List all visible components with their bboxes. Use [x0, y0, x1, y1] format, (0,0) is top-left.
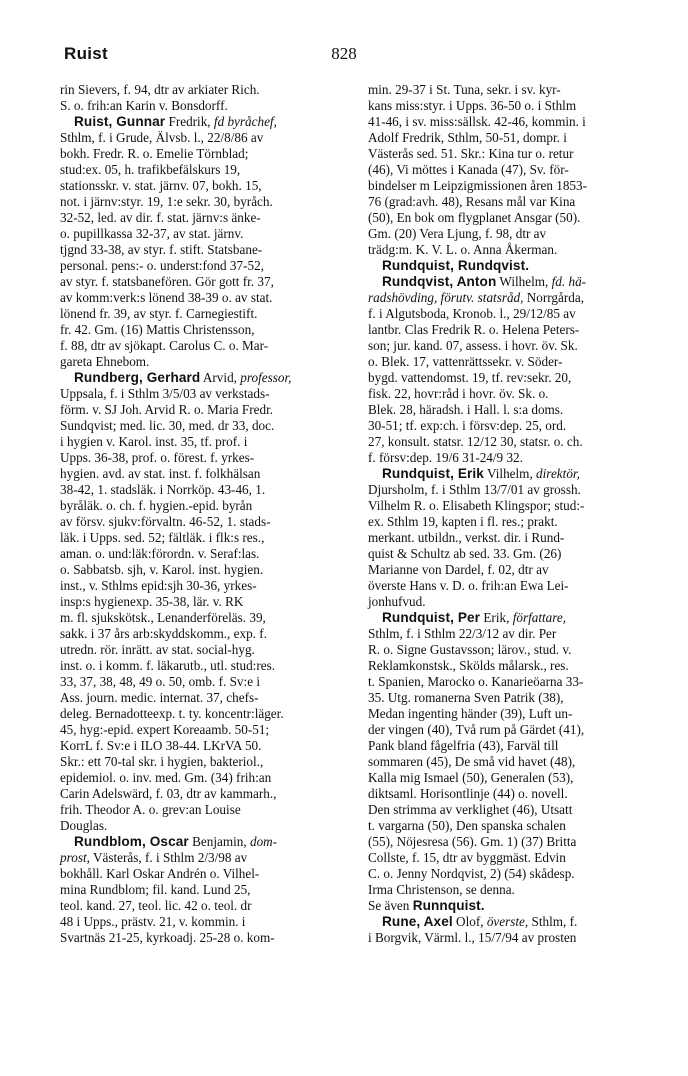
entry-text: der vingen (40), Två rum på Gärdet (41),	[368, 722, 585, 737]
entry-text: Ass. journ. medic. internat. 37, chefs-	[60, 690, 259, 705]
text-line	[368, 658, 668, 674]
entry-title: överste,	[486, 914, 529, 929]
text-line	[368, 306, 668, 322]
text-line	[60, 770, 360, 786]
text-line	[368, 418, 668, 434]
text-line	[60, 418, 360, 434]
entry-text: Fredrik,	[165, 114, 214, 129]
text-line	[60, 402, 360, 418]
text-line	[60, 610, 360, 626]
entry-headword: Rundquist, Erik	[382, 466, 484, 481]
entry-text: lantbr. Clas Fredrik R. o. Helena Peters-	[368, 322, 580, 337]
text-line	[60, 98, 360, 114]
entry-headword: Runnquist.	[412, 898, 485, 913]
text-line	[60, 658, 360, 674]
entry-text: lönend fr. 39, av styr. f. Carnegiestift.	[60, 306, 258, 321]
entry-text: bokh. Fredr. R. o. Emelie Törnblad;	[60, 146, 249, 161]
entry-text: Marianne von Dardel, f. 02, dtr av	[368, 562, 549, 577]
text-line	[60, 866, 360, 882]
entry-text: sommaren (45), De små vid havet (48),	[368, 754, 576, 769]
entry-headword: Ruist, Gunnar	[74, 114, 166, 129]
text-line	[60, 82, 360, 98]
text-line	[60, 226, 360, 242]
entry-text: bindelser m Leipzigmissionen åren 1853-	[368, 178, 588, 193]
text-line	[368, 338, 668, 354]
entry-text: överste Hans v. D. o. frih:an Ewa Lei-	[368, 578, 569, 593]
text-line	[368, 706, 668, 722]
entry-text: m. fl. sjukskötsk., Lenanderföreläs. 39,	[60, 610, 266, 625]
text-line	[60, 274, 360, 290]
text-line	[60, 370, 360, 386]
text-line	[368, 786, 668, 802]
text-line	[368, 738, 668, 754]
text-line	[60, 626, 360, 642]
text-line	[368, 354, 668, 370]
entry-text: av komm:verk:s lönend 38-39 o. av stat.	[60, 290, 273, 305]
text-line	[60, 786, 360, 802]
entry-text: 33, 37, 38, 48, 49 o. 50, omb. f. Sv:e i	[60, 674, 261, 689]
text-line	[368, 674, 668, 690]
entry-headword: Rune, Axel	[382, 914, 453, 929]
entry-text: Sthlm, f.	[528, 914, 578, 929]
entry-title: professor,	[240, 370, 292, 385]
entry-headword: Rundqvist, Anton	[382, 274, 497, 289]
text-line	[60, 306, 360, 322]
text-line	[368, 610, 668, 626]
text-line	[60, 882, 360, 898]
text-line	[60, 210, 360, 226]
entry-text: Adolf Fredrik, Sthlm, 50-51, dompr. i	[368, 130, 567, 145]
text-line	[368, 290, 668, 306]
text-line	[368, 802, 668, 818]
right-column	[368, 82, 668, 946]
text-line	[60, 898, 360, 914]
entry-text: Vilhelm R. o. Elisabeth Klingspor; stud:-	[368, 498, 585, 513]
text-line	[60, 450, 360, 466]
running-head: Ruist	[64, 44, 108, 63]
entry-text: son; jur. kand. 07, assess. i hovr. öv. Sk.	[368, 338, 578, 353]
entry-text: trädg:m. K. V. L. o. Anna Åkerman.	[368, 242, 558, 257]
text-line	[60, 194, 360, 210]
text-line	[368, 274, 668, 290]
entry-text: Medan ingenting händer (39), Luft un-	[368, 706, 573, 721]
text-line	[368, 530, 668, 546]
entry-text: tjgnd 33-38, av styr. f. stift. Statsbane-	[60, 242, 263, 257]
text-line	[60, 498, 360, 514]
text-line	[368, 754, 668, 770]
entry-title: dom-	[249, 834, 278, 849]
entry-text: 35. Utg. romanerna Sven Patrik (38),	[368, 690, 564, 705]
entry-text: fisk. 22, hovr:råd i hovr. öv. Sk. o.	[368, 386, 549, 401]
entry-text: insp:s hygienexp. 35-38, lär. v. RK	[60, 594, 244, 609]
entry-headword: Rundquist, Per	[382, 610, 481, 625]
entry-text: Sthlm, f. i Grude, Älvsb. l., 22/8/86 av	[60, 130, 264, 145]
entry-text: stationsskr. v. stat. järnv. 07, bokh. 15,	[60, 178, 262, 193]
text-line	[368, 146, 668, 162]
entry-text: Erik,	[480, 610, 513, 625]
entry-text: i Borgvik, Värml. l., 15/7/94 av prosten	[368, 930, 577, 945]
entry-title: prost,	[60, 850, 90, 865]
entry-text: (46), Vi möttes i Kanada (47), Sv. för-	[368, 162, 569, 177]
entry-text: R. o. Signe Gustavsson; lärov., stud. v.	[368, 642, 572, 657]
entry-text: f. försv:dep. 19/6 31-24/9 32.	[368, 450, 523, 465]
text-line	[60, 578, 360, 594]
text-line	[368, 722, 668, 738]
text-line	[368, 690, 668, 706]
text-line	[368, 242, 668, 258]
entry-text: merkant. utbildn., verkst. dir. i Rund-	[368, 530, 565, 545]
entry-title: fd. hä-	[551, 274, 587, 289]
text-line	[60, 818, 360, 834]
text-line	[368, 386, 668, 402]
entry-text: Norrgårda,	[523, 290, 584, 305]
text-line	[368, 322, 668, 338]
left-column	[60, 82, 360, 946]
entry-text: f. 88, dtr av sjökapt. Carolus C. o. Mar-	[60, 338, 269, 353]
text-line	[368, 898, 668, 914]
entry-text: Den strimma av verklighet (46), Utsatt	[368, 802, 573, 817]
entry-text: Kalla mig Ismael (50), Generalen (53),	[368, 770, 574, 785]
entry-text: S. o. frih:an Karin v. Bonsdorff.	[60, 98, 228, 113]
entry-text: hygien. avd. av stat. inst. f. folkhälsan	[60, 466, 261, 481]
entry-text: o. Sabbatsb. sjh, v. Karol. inst. hygien.	[60, 562, 264, 577]
entry-text: jonhufvud.	[368, 594, 426, 609]
entry-text: i hygien v. Karol. inst. 35, tf. prof. i	[60, 434, 248, 449]
text-line	[60, 850, 360, 866]
text-line	[368, 850, 668, 866]
entry-text: C. o. Jenny Nordqvist, 2) (54) skådesp.	[368, 866, 575, 881]
text-line	[368, 114, 668, 130]
text-line	[368, 482, 668, 498]
entry-text: av styr. f. statsbanefören. Gör gott fr. 37,	[60, 274, 274, 289]
text-line	[368, 514, 668, 530]
text-line	[60, 514, 360, 530]
text-line	[368, 194, 668, 210]
entry-text: KorrL f. Sv:e i ILO 38-44. LKrVA 50.	[60, 738, 262, 753]
text-line	[60, 562, 360, 578]
entry-text: Djursholm, f. i Sthlm 13/7/01 av grossh.	[368, 482, 581, 497]
text-line	[368, 210, 668, 226]
entry-text: Vilhelm,	[483, 466, 537, 481]
entry-headword: Rundberg, Gerhard	[74, 370, 201, 385]
entry-text: Collste, f. 15, dtr av byggmäst. Edvin	[368, 850, 566, 865]
entry-text: f. i Algutsboda, Kronob. l., 29/12/85 av	[368, 306, 576, 321]
entry-text: Västerås, f. i Sthlm 2/3/98 av	[89, 850, 248, 865]
text-line	[368, 834, 668, 850]
entry-text: Arvid,	[200, 370, 241, 385]
entry-text: Olof,	[452, 914, 487, 929]
entry-text: Sundqvist; med. lic. 30, med. dr 33, doc.	[60, 418, 275, 433]
text-line	[60, 546, 360, 562]
text-line	[60, 386, 360, 402]
entry-text: fr. 42. Gm. (16) Mattis Christensson,	[60, 322, 255, 337]
entry-text: not. i järnv:styr. 19, 1:e sekr. 30, byråch.	[60, 194, 273, 209]
text-line	[368, 466, 668, 482]
text-line	[60, 930, 360, 946]
text-line	[60, 466, 360, 482]
text-line	[368, 434, 668, 450]
text-line	[368, 98, 668, 114]
text-line	[60, 178, 360, 194]
entry-text: 41-46, i sv. miss:sällsk. 42-46, kommin. i	[368, 114, 586, 129]
entry-text: Carin Adelswärd, f. 03, dtr av kammarh.,	[60, 786, 277, 801]
text-line	[60, 242, 360, 258]
text-line	[60, 530, 360, 546]
text-line	[368, 498, 668, 514]
text-line	[368, 178, 668, 194]
entry-text: Pank bland fågelfria (43), Farväl till	[368, 738, 559, 753]
entry-text: inst. o. i komm. f. läkarutb., utl. stud:res.	[60, 658, 276, 673]
text-line	[60, 482, 360, 498]
entry-text: kans miss:styr. i Upps. 36-50 o. i Sthlm	[368, 98, 577, 113]
entry-text: bokhåll. Karl Oskar Andrén o. Vilhel-	[60, 866, 260, 881]
text-line	[368, 882, 668, 898]
text-line	[368, 546, 668, 562]
entry-text: mina Rundblom; fil. kand. Lund 25,	[60, 882, 251, 897]
text-line	[60, 114, 360, 130]
page-number: 828	[331, 44, 357, 63]
entry-text: Douglas.	[60, 818, 108, 833]
text-line	[60, 642, 360, 658]
entry-text: Västerås sed. 51. Skr.: Kina tur o. retur	[368, 146, 574, 161]
entry-text: Uppsala, f. i Sthlm 3/5/03 av verkstads-	[60, 386, 270, 401]
text-line	[60, 722, 360, 738]
entry-text: 48 i Upps., prästv. 21, v. kommin. i	[60, 914, 246, 929]
entry-text: Sthlm, f. i Sthlm 22/3/12 av dir. Per	[368, 626, 557, 641]
entry-text: quist & Schultz ab sed. 33. Gm. (26)	[368, 546, 562, 561]
text-line	[368, 258, 668, 274]
text-line	[368, 866, 668, 882]
entry-text: aman. o. und:läk:förordn. v. Seraf:las.	[60, 546, 260, 561]
entry-text: Reklamkonstsk., Skölds målarsk., res.	[368, 658, 569, 673]
entry-text: stud:ex. 05, h. trafikbefälskurs 19,	[60, 162, 241, 177]
entry-text: Wilhelm,	[496, 274, 552, 289]
entry-text: sakk. i 37 års arb:skyddskomm., exp. f.	[60, 626, 267, 641]
entry-text: Gm. (20) Vera Ljung, f. 98, dtr av	[368, 226, 547, 241]
text-line	[368, 642, 668, 658]
text-line	[368, 130, 668, 146]
page-header	[0, 44, 688, 68]
text-line	[60, 338, 360, 354]
entry-text: deleg. Bernadotteexp. t. ty. koncentr:läger.	[60, 706, 284, 721]
text-line	[60, 322, 360, 338]
entry-title: direktör,	[536, 466, 580, 481]
entry-text: 30-51; tf. exp:ch. i försv:dep. 25, ord.	[368, 418, 567, 433]
entry-text: Irma Christenson, se denna.	[368, 882, 515, 897]
entry-text: läk. i Upps. sed. 52; fältläk. i flk:s res.,	[60, 530, 265, 545]
entry-headword: Rundblom, Oscar	[74, 834, 189, 849]
text-line	[60, 594, 360, 610]
entry-text: epidemiol. o. inv. med. Gm. (34) frih:an	[60, 770, 272, 785]
text-line	[60, 738, 360, 754]
entry-text: inst., v. Sthlms epid:sjh 30-36, yrkes-	[60, 578, 257, 593]
text-line	[60, 690, 360, 706]
entry-text: o. Blek. 17, vattenrättssekr. v. Söder-	[368, 354, 563, 369]
text-line	[60, 754, 360, 770]
text-line	[60, 162, 360, 178]
entry-text: gareta Ehnebom.	[60, 354, 150, 369]
text-line	[368, 162, 668, 178]
text-line	[368, 226, 668, 242]
entry-text: av försv. sjukv:förvaltn. 46-52, 1. stads-	[60, 514, 271, 529]
text-line	[368, 818, 668, 834]
text-line	[60, 146, 360, 162]
text-line	[368, 594, 668, 610]
text-line	[60, 706, 360, 722]
text-line	[60, 258, 360, 274]
text-line	[368, 370, 668, 386]
entry-text: 27, konsult. statsr. 12/12 30, statsr. o. ch.	[368, 434, 583, 449]
text-line	[368, 914, 668, 930]
entry-text: Benjamin,	[188, 834, 250, 849]
text-line	[368, 82, 668, 98]
text-line	[60, 914, 360, 930]
entry-text: Se även	[368, 898, 413, 913]
entry-text: Blek. 28, häradsh. i Hall. l. s:a doms.	[368, 402, 564, 417]
entry-text: diktsaml. Horisontlinje (44) o. novell.	[368, 786, 568, 801]
entry-headword: Rundquist, Rundqvist.	[382, 258, 530, 273]
text-line	[60, 290, 360, 306]
entry-text: förm. v. SJ Joh. Arvid R. o. Maria Fredr.	[60, 402, 274, 417]
entry-text: t. Spanien, Marocko o. Kanarieöarna 33-	[368, 674, 584, 689]
entry-text: personal. pens:- o. underst:fond 37-52,	[60, 258, 265, 273]
text-line	[368, 562, 668, 578]
entry-text: 32-52, led. av dir. f. stat. järnv:s änke-	[60, 210, 261, 225]
entry-text: bygd. vattendomst. 19, tf. rev:sekr. 20,	[368, 370, 572, 385]
text-line	[60, 434, 360, 450]
entry-text: rin Sievers, f. 94, dtr av arkiater Rich.	[60, 82, 260, 97]
entry-text: Upps. 36-38, prof. o. förest. f. yrkes-	[60, 450, 255, 465]
entry-text: min. 29-37 i St. Tuna, sekr. i sv. kyr-	[368, 82, 561, 97]
text-line	[60, 354, 360, 370]
entry-text: 45, hyg:-epid. expert Koreaamb. 50-51;	[60, 722, 270, 737]
entry-title: radshövding, förutv. statsråd,	[368, 290, 524, 305]
entry-title: fd byråchef,	[213, 114, 277, 129]
entry-text: Skr.: ett 70-tal skr. i hygien, bakteriol.,	[60, 754, 264, 769]
entry-text: o. pupillkassa 32-37, av stat. järnv.	[60, 226, 244, 241]
text-line	[368, 930, 668, 946]
entry-text: teol. kand. 27, teol. lic. 42 o. teol. dr	[60, 898, 252, 913]
text-line	[368, 450, 668, 466]
text-line	[60, 802, 360, 818]
entry-text: utredn. rör. inrätt. av stat. social-hyg.	[60, 642, 255, 657]
entry-text: t. vargarna (50), Den spanska schalen	[368, 818, 566, 833]
entry-text: (50), En bok om flygplanet Ansgar (50).	[368, 210, 581, 225]
entry-text: ex. Sthlm 19, kapten i fl. res.; prakt.	[368, 514, 558, 529]
text-line	[60, 130, 360, 146]
text-line	[368, 626, 668, 642]
text-line	[368, 578, 668, 594]
entry-text: 38-42, 1. stadsläk. i Norrköp. 43-46, 1.	[60, 482, 266, 497]
text-line	[368, 770, 668, 786]
entry-text: Svartnäs 21-25, kyrkoadj. 25-28 o. kom-	[60, 930, 275, 945]
text-line	[60, 674, 360, 690]
entry-text: byråläk. o. ch. f. hygien.-epid. byrån	[60, 498, 253, 513]
text-line	[368, 402, 668, 418]
text-line	[60, 834, 360, 850]
entry-text: 76 (grad:avh. 48), Resans mål var Kina	[368, 194, 576, 209]
entry-title: författare,	[512, 610, 567, 625]
entry-text: (55), Nöjesresa (56). Gm. 1) (37) Britta	[368, 834, 577, 849]
entry-text: frih. Theodor A. o. grev:an Louise	[60, 802, 241, 817]
